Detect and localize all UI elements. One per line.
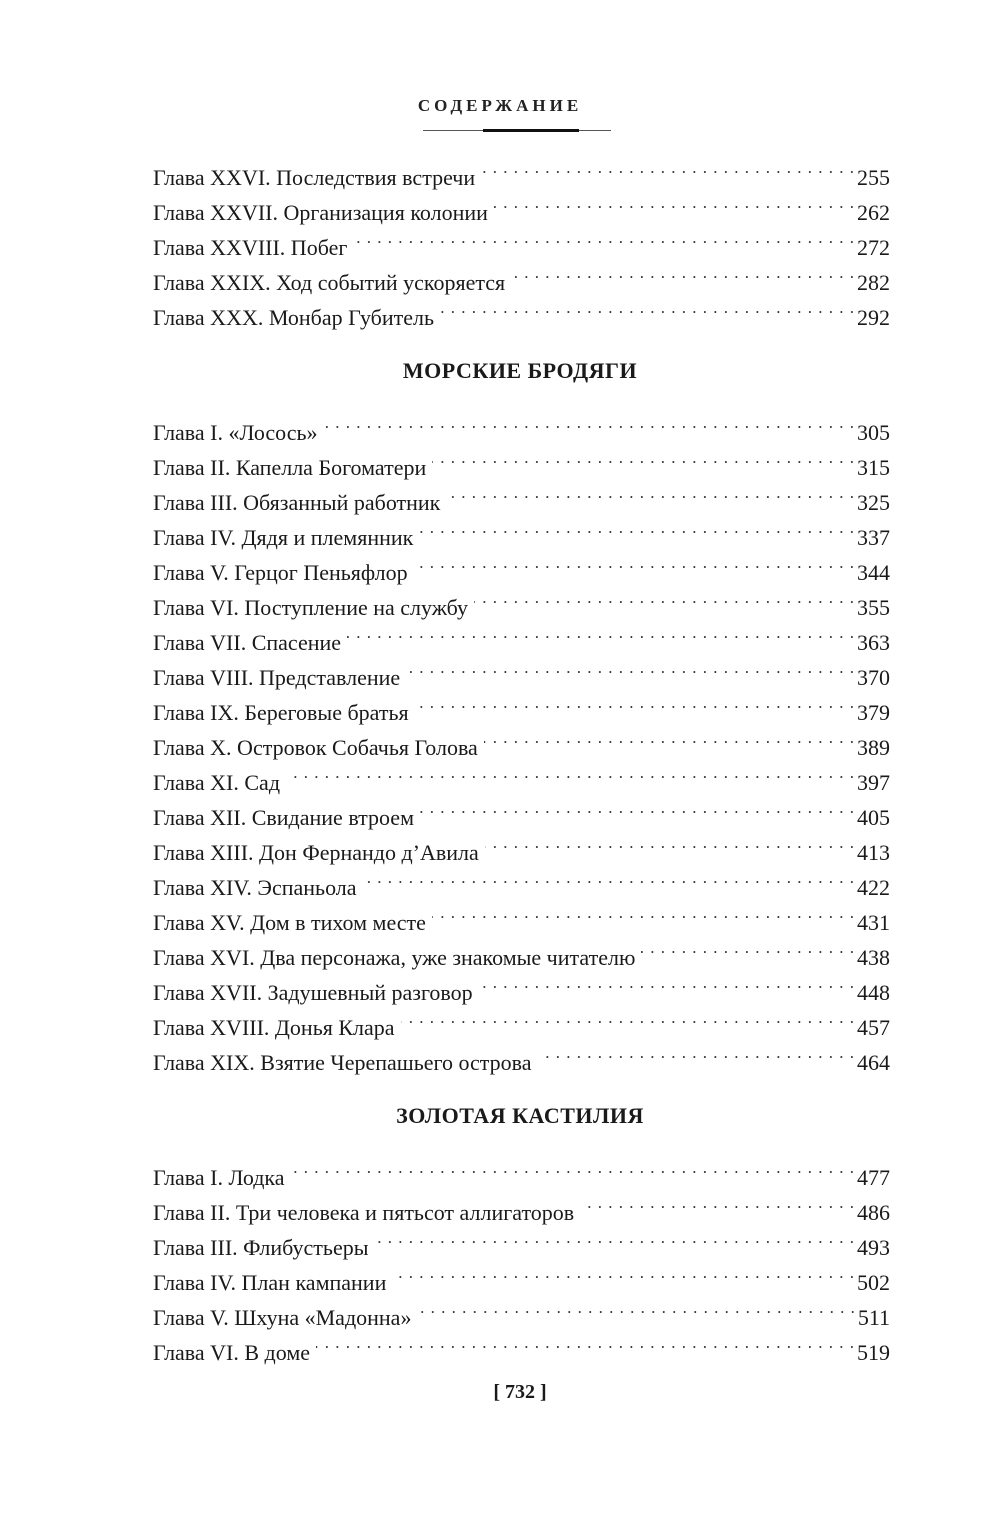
dot-leader [485,825,855,860]
toc-entry-title: Глава II. Капелла Богоматери [153,455,427,480]
section-heading-zolotaya-kastiliya: ЗОЛОТАЯ КАСТИЛИЯ [396,1103,644,1128]
toc-entry-title: Глава II. Три человека и пятьсот аллигаторов [153,1200,575,1225]
dot-leader [286,755,855,790]
toc-entry-page: 379 [857,700,890,725]
dot-leader [347,615,855,650]
toc-entry-page: 292 [857,305,890,330]
toc-entry [153,405,890,445]
toc-entry-page: 405 [857,805,890,830]
toc-entry-title: Глава VI. В доме [153,1340,311,1365]
toc-entry-page: 262 [857,200,890,225]
toc-entry-title: Глава XXVI. Последствия встречи [153,165,476,190]
toc-entry [153,150,890,190]
toc-entry-title: Глава XIX. Взятие Черепашьего острова [153,1050,532,1075]
dot-leader [415,685,855,720]
dot-leader [419,510,855,545]
dot-leader [420,790,855,825]
toc-entry-title: Глава XII. Свидание втроем [153,805,414,830]
toc-entry-page: 363 [857,630,890,655]
dot-leader [406,650,855,685]
dot-leader [446,475,855,510]
toc-entry-page: 282 [857,270,890,295]
running-head: СОДЕРЖАНИЕ [417,96,583,115]
toc-entry-title: Глава V. Шхуна «Мадонна» [153,1305,412,1330]
toc-entry-title: Глава XI. Сад [153,770,281,795]
dot-leader [580,1185,855,1220]
toc-entry-title: Глава XVI. Два персонажа, уже знакомые читателю [153,945,636,970]
dot-leader [432,895,855,930]
toc-entry-page: 389 [857,735,890,760]
section-heading-morskie-brodyagi: МОРСКИЕ БРОДЯГИ [402,358,638,383]
toc-morskie-brodyagi [153,405,890,1075]
dot-leader [440,290,855,325]
dot-leader [353,220,855,255]
toc-entry-page: 315 [857,455,890,480]
toc-entry-page: 464 [857,1050,890,1075]
toc-entry-title: Глава XXX. Монбар Губитель [153,305,435,330]
toc-entry [153,1150,890,1190]
toc-entry-page: 325 [857,490,890,515]
toc-entry-title: Глава X. Островок Собачья Голова [153,735,478,760]
toc-entry-title: Глава I. «Лосось» [153,420,318,445]
dot-leader [324,405,855,440]
toc-entry-page: 493 [857,1235,890,1260]
toc-entry-title: Глава I. Лодка [153,1165,285,1190]
toc-entry-page: 431 [857,910,890,935]
toc-entry-title: Глава VI. Поступление на службу [153,595,468,620]
toc-entry-page: 355 [857,595,890,620]
toc-entry-page: 519 [857,1340,890,1365]
toc-entry-title: Глава XVIII. Донья Клара [153,1015,395,1040]
dot-leader [401,1000,855,1035]
dot-leader [432,440,855,475]
toc-entry-page: 486 [857,1200,890,1225]
toc-entry-title: Глава III. Флибустьеры [153,1235,369,1260]
head-rule-accent [483,129,579,132]
toc-entry-title: Глава IX. Береговые братья [153,700,409,725]
toc-entry-page: 255 [857,165,890,190]
dot-leader [481,150,855,185]
dot-leader [363,860,855,895]
toc-entry-title: Глава XXIX. Ход событий ускоряется [153,270,506,295]
toc-entry-page: 457 [857,1015,890,1040]
toc-entry-page: 272 [857,235,890,260]
dot-leader [479,965,855,1000]
toc-entry-page: 422 [857,875,890,900]
toc-entry-title: Глава XIV. Эспаньола [153,875,357,900]
toc-entry-title: Глава XXVIII. Побег [153,235,348,260]
toc-entry-title: Глава VII. Спасение [153,630,342,655]
toc-entry-title: Глава XXVII. Организация колонии [153,200,488,225]
toc-entry-page: 337 [857,525,890,550]
toc-entry-title: Глава III. Обязанный работник [153,490,441,515]
toc-entry-page: 448 [857,980,890,1005]
dot-leader [474,580,855,615]
dot-leader [641,930,855,965]
toc-zolotaya-kastiliya [153,1150,890,1365]
toc-entry-page: 502 [857,1270,890,1295]
dot-leader [316,1325,855,1360]
toc-entry-page: 438 [857,945,890,970]
toc-entry-page: 477 [857,1165,890,1190]
dot-leader [538,1035,855,1070]
dot-leader [392,1255,855,1290]
toc-entry-page: 397 [857,770,890,795]
dot-leader [484,720,855,755]
dot-leader [375,1220,856,1255]
toc-entry-title: Глава XVII. Задушевный разговор [153,980,473,1005]
toc-entry-page: 370 [857,665,890,690]
toc-entry-title: Глава IV. Дядя и племянник [153,525,414,550]
toc-entry-page: 305 [857,420,890,445]
toc-entry-title: Глава V. Герцог Пеньяфлор [153,560,408,585]
toc-entry-title: Глава XV. Дом в тихом месте [153,910,426,935]
dot-leader [494,185,855,220]
toc-continued [153,150,890,330]
dot-leader [417,1290,855,1325]
dot-leader [414,545,855,580]
toc-entry-page: 413 [857,840,890,865]
page-number: [ 732 ] [493,1381,547,1403]
toc-entry-page: 511 [857,1305,890,1330]
toc-entry-title: Глава XIII. Дон Фернандо д’Авила [153,840,479,865]
toc-entry-title: Глава IV. План кампании [153,1270,387,1295]
toc-entry-page: 344 [857,560,890,585]
dot-leader [291,1150,855,1185]
dot-leader [511,255,855,290]
toc-entry-title: Глава VIII. Представление [153,665,401,690]
